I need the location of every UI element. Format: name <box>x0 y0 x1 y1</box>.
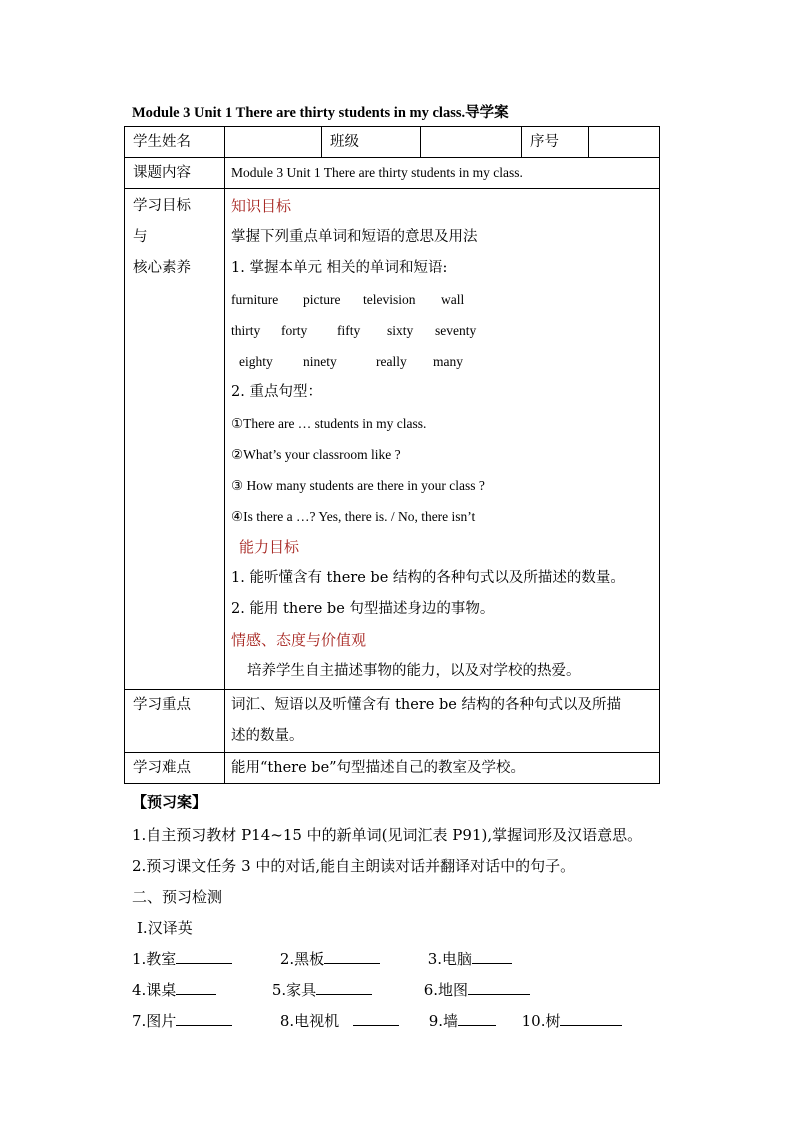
seq-field[interactable] <box>589 127 660 158</box>
objectives-row <box>125 189 660 690</box>
word-list-1: furniture picture television wall <box>231 292 465 307</box>
answer-blank[interactable] <box>458 1011 496 1026</box>
sentence-2: ②What’s your classroom like ? <box>231 447 401 462</box>
knowledge-heading: 知识目标 <box>231 197 292 215</box>
answer-blank[interactable] <box>324 949 380 964</box>
word-list-2: thirty forty fifty sixty seventy <box>231 323 477 338</box>
translate-heading: Ⅰ.汉译英 <box>137 919 193 937</box>
preview-item-2: 2.预习课文任务 3 中的对话,能自主朗读对话并翻译对话中的句子。 <box>132 857 576 875</box>
document-title: Module 3 Unit 1 There are thirty students in my class.导学案 <box>132 105 509 121</box>
seq-label: 序号 <box>522 127 589 158</box>
difficulty-label: 学习难点 <box>125 753 225 784</box>
study-guide-table <box>124 126 660 784</box>
answer-blank[interactable] <box>353 1011 399 1026</box>
name-field[interactable] <box>225 127 322 158</box>
sentence-1: ①There are … students in my class. <box>231 416 427 431</box>
objectives-label: 学习目标 与 核心素养 <box>125 189 225 690</box>
section-2-heading: 二、预习检测 <box>132 888 223 906</box>
difficulty-row <box>125 753 660 784</box>
ability-heading: 能力目标 <box>239 538 300 556</box>
answer-blank[interactable] <box>176 980 216 995</box>
emotion-heading: 情感、态度与价值观 <box>231 631 367 649</box>
topic-row <box>125 158 660 189</box>
answer-blank[interactable] <box>176 1011 232 1026</box>
sentence-4: ④Is there a …? Yes, there is. / No, there isn’t <box>231 509 476 524</box>
student-info-row <box>125 127 660 158</box>
preview-item-1: 1.自主预习教材 P14~15 中的新单词(见词汇表 P91),掌握词形及汉语意思。 <box>132 826 643 844</box>
key-points-row <box>125 690 660 753</box>
item-2: 2. 重点句型： <box>231 384 322 400</box>
key-points-label: 学习重点 <box>125 690 225 753</box>
sentence-3: ③ How many students are there in your class ? <box>231 478 485 493</box>
answer-blank[interactable] <box>468 980 530 995</box>
name-label: 学生姓名 <box>125 127 225 158</box>
master-text: 掌握下列重点单词和短语的意思及用法 <box>231 229 478 245</box>
exercise-row-3: 7.图片 8.电视机 9.墙 10.树 <box>132 1010 622 1031</box>
exercise-row-2: 4.课桌 5.家具 6.地图 <box>132 979 530 1000</box>
class-field[interactable] <box>421 127 522 158</box>
preview-heading: 【预习案】 <box>132 793 208 811</box>
item-1: 1. 掌握本单元 相关的单词和短语: <box>231 260 448 276</box>
objectives-content <box>225 189 660 690</box>
emotion-1: 培养学生自主描述事物的能力，以及对学校的热爱。 <box>247 663 581 679</box>
exercise-row-1: 1.教室 2.黑板 3.电脑 <box>132 948 512 969</box>
answer-blank[interactable] <box>472 949 512 964</box>
difficulty-content: 能用“there be”句型描述自己的教室及学校。 <box>225 753 660 784</box>
key-points-content: 词汇、短语以及听懂含有 there be 结构的各种句式以及所描 述的数量。 <box>225 690 660 753</box>
answer-blank[interactable] <box>316 980 372 995</box>
answer-blank[interactable] <box>560 1011 622 1026</box>
word-list-3: eighty ninety really many <box>239 354 463 369</box>
topic-content: Module 3 Unit 1 There are thirty students in my class. <box>225 158 660 189</box>
answer-blank[interactable] <box>176 949 232 964</box>
ability-1: 1. 能听懂含有 there be 结构的各种句式以及所描述的数量。 <box>231 570 625 586</box>
class-label: 班级 <box>322 127 421 158</box>
ability-2: 2. 能用 there be 句型描述身边的事物。 <box>231 601 495 617</box>
topic-label: 课题内容 <box>125 158 225 189</box>
